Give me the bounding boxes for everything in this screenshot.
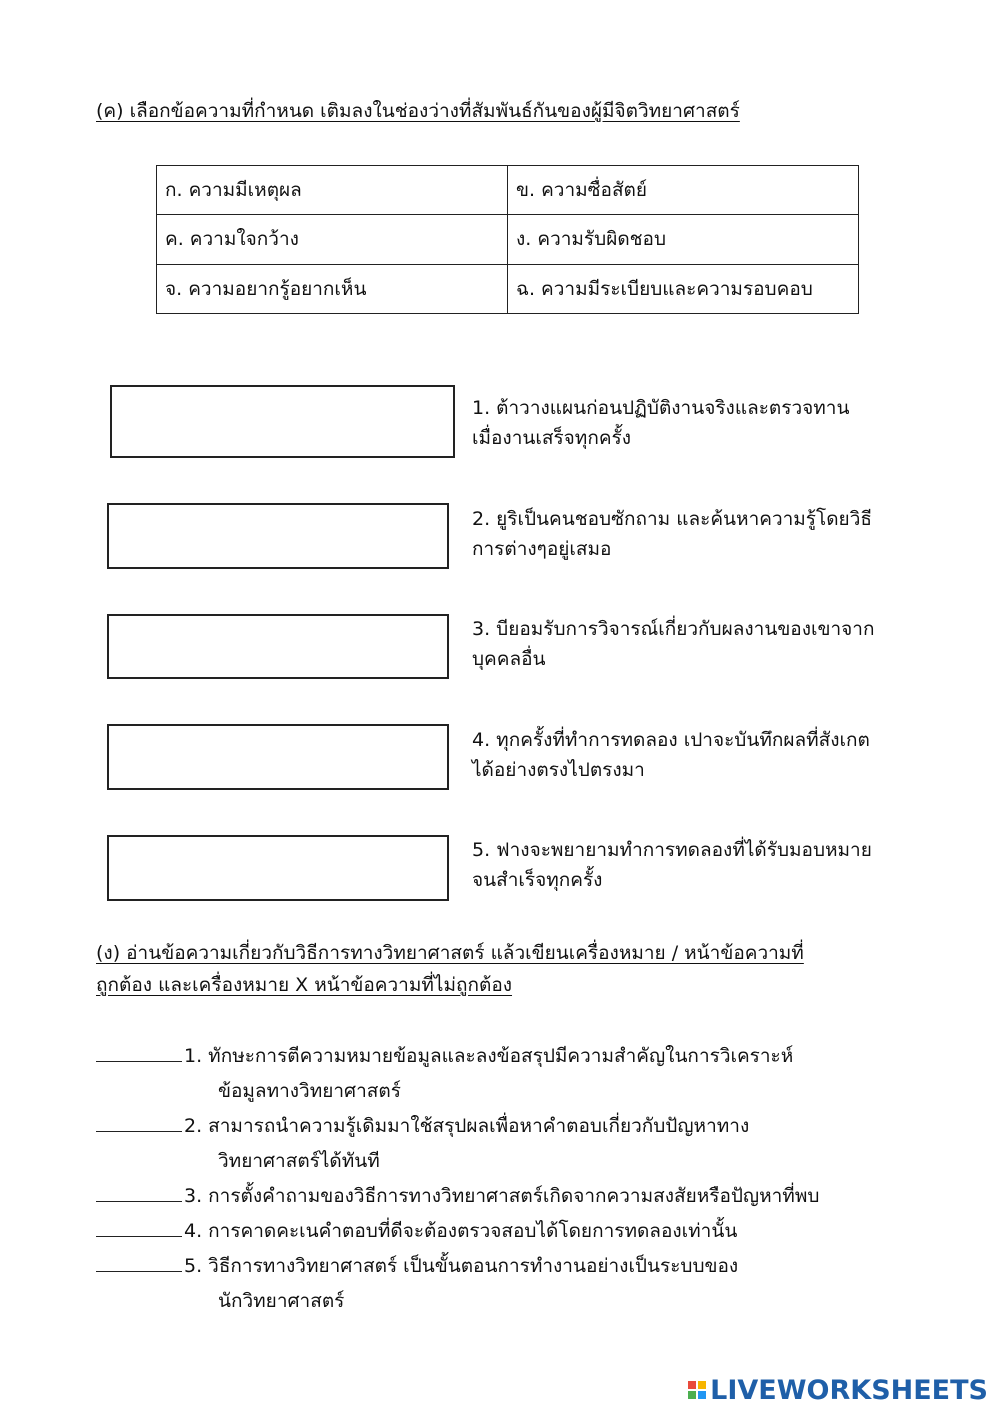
tf-item-continuation: ข้อมูลทางวิทยาศาสตร์ <box>218 1080 401 1102</box>
answer-box-1[interactable] <box>110 385 455 458</box>
section-d-heading-line: (ง) อ่านข้อความเกี่ยวกับวิธีการทางวิทยาศาสตร์ แล้วเขียนเครื่องหมาย / หน้าข้อความที่ <box>96 942 804 964</box>
tf-item-continuation: วิทยาศาสตร์ได้ทันที <box>218 1150 380 1172</box>
option-cell: ข. ความซื่อสัตย์ <box>508 166 859 215</box>
option-cell: ฉ. ความมีระเบียบและความรอบคอบ <box>508 264 859 313</box>
answer-blank[interactable] <box>96 1251 182 1272</box>
answer-box-4[interactable] <box>107 724 449 790</box>
statement-5 <box>472 835 942 895</box>
statement-line: 4. ทุกครั้งที่ทำการทดลอง เปาจะบันทึกผลที่สังเกต <box>472 729 870 751</box>
tf-item-text: 2. สามารถนำความรู้เดิมมาใช้สรุปผลเพื่อหาคำตอบเกี่ยวกับปัญหาทาง <box>184 1115 750 1137</box>
tf-item-5 <box>96 1249 896 1319</box>
tf-item-1 <box>96 1039 896 1109</box>
statement-line: จนสำเร็จทุกครั้ง <box>472 869 603 891</box>
statement-line: 2. ยูริเป็นคนชอบซักถาม และค้นหาความรู้โดยวิธี <box>472 508 872 530</box>
options-table <box>156 165 859 314</box>
answer-blank[interactable] <box>96 1111 182 1132</box>
tf-item-text: 4. การคาดคะเนคำตอบที่ดีจะต้องตรวจสอบได้โดยการทดลองเท่านั้น <box>184 1220 738 1242</box>
answer-box-5[interactable] <box>107 835 449 901</box>
answer-blank[interactable] <box>96 1041 182 1062</box>
statement-line: 1. ต้าวางแผนก่อนปฏิบัติงานจริงและตรวจทาน <box>472 397 850 419</box>
answer-blank[interactable] <box>96 1216 182 1237</box>
option-cell: ง. ความรับผิดชอบ <box>508 215 859 264</box>
option-cell: จ. ความอยากรู้อยากเห็น <box>157 264 508 313</box>
statement-3 <box>472 614 942 674</box>
answer-box-2[interactable] <box>107 503 449 569</box>
statement-4 <box>472 725 942 785</box>
section-c-heading: (ค) เลือกข้อความที่กำหนด เติมลงในช่องว่างที่สัมพันธ์กันของผู้มีจิตวิทยาศาสตร์ <box>96 100 740 122</box>
answer-box-3[interactable] <box>107 614 449 679</box>
statement-line: การต่างๆอยู่เสมอ <box>472 538 612 560</box>
tf-item-3 <box>96 1179 896 1214</box>
liveworksheets-logo-icon <box>688 1381 706 1399</box>
answer-blank[interactable] <box>96 1181 182 1202</box>
tf-item-text: 5. วิธีการทางวิทยาศาสตร์ เป็นขั้นตอนการทำงานอย่างเป็นระบบของ <box>184 1255 739 1277</box>
statement-1 <box>472 393 942 453</box>
statement-line: ได้อย่างตรงไปตรงมา <box>472 759 645 781</box>
options-row <box>157 166 859 215</box>
statement-line: 3. บียอมรับการวิจารณ์เกี่ยวกับผลงานของเขาจาก <box>472 618 875 640</box>
logo-text: LIVEWORKSHEETS <box>710 1374 988 1406</box>
tf-item-text: 3. การตั้งคำถามของวิธีการทางวิทยาศาสตร์เกิดจากความสงสัยหรือปัญหาที่พบ <box>184 1185 820 1207</box>
section-d-heading-line: ถูกต้อง และเครื่องหมาย X หน้าข้อความที่ไม่ถูกต้อง <box>96 974 513 996</box>
section-d-heading <box>96 937 916 1001</box>
option-cell: ค. ความใจกว้าง <box>157 215 508 264</box>
statement-line: เมื่องานเสร็จทุกครั้ง <box>472 427 632 449</box>
statement-line: บุคคลอื่น <box>472 648 546 670</box>
tf-item-continuation: นักวิทยาศาสตร์ <box>218 1290 345 1312</box>
liveworksheets-logo <box>688 1374 988 1406</box>
option-cell: ก. ความมีเหตุผล <box>157 166 508 215</box>
statement-2 <box>472 504 942 564</box>
tf-item-text: 1. ทักษะการตีความหมายข้อมูลและลงข้อสรุปมีความสำคัญในการวิเคราะห์ <box>184 1045 794 1067</box>
tf-item-4 <box>96 1214 896 1249</box>
statement-line: 5. ฟางจะพยายามทำการทดลองที่ได้รับมอบหมาย <box>472 839 872 861</box>
options-row <box>157 264 859 313</box>
options-row <box>157 215 859 264</box>
tf-item-2 <box>96 1109 896 1179</box>
